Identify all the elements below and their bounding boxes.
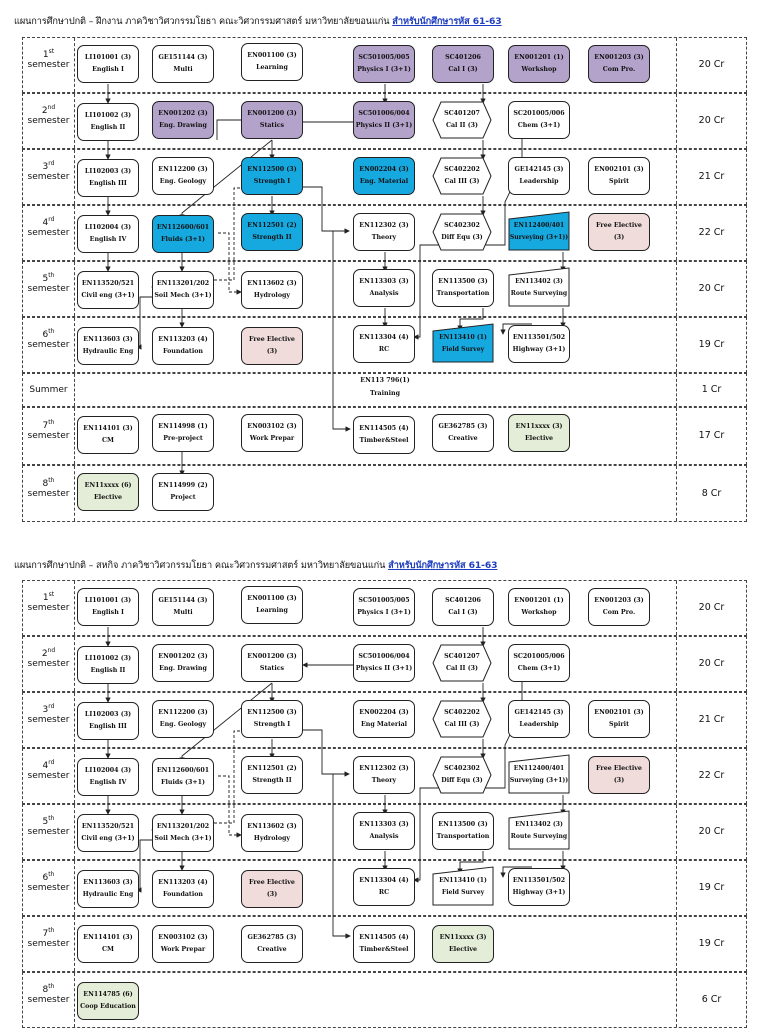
- course-box[interactable]: EN113201/202 Soil Mech (3+1): [152, 271, 214, 309]
- credits-label: 21 Cr: [676, 693, 746, 747]
- course-box[interactable]: EN112500 (3) Strength I: [241, 157, 303, 195]
- course-slanted-box[interactable]: EN113410 (1) Field Survey: [432, 866, 494, 906]
- credits-label: 19 Cr: [676, 318, 746, 372]
- credits-label: 22 Cr: [676, 749, 746, 803]
- course-box[interactable]: EN113500 (3) Transportation: [432, 812, 494, 850]
- credits-label: 20 Cr: [676, 581, 746, 635]
- course-box[interactable]: EN001201 (1) Workshop: [508, 588, 570, 626]
- course-box[interactable]: EN001202 (3) Eng. Drawing: [152, 101, 214, 139]
- course-box[interactable]: EN001100 (3) Learning: [241, 586, 303, 624]
- credits-label: 8 Cr: [676, 466, 746, 521]
- course-box[interactable]: EN114998 (1) Pre-project: [152, 414, 214, 452]
- course-box[interactable]: EN114101 (3) CM: [77, 416, 139, 454]
- course-box[interactable]: EN112302 (3) Theory: [353, 213, 415, 251]
- semester-label: 5th semester: [23, 262, 75, 316]
- summer-training-label[interactable]: EN113 796(1) Training: [360, 377, 410, 397]
- credits-label: 19 Cr: [676, 861, 746, 915]
- course-box[interactable]: SC201005/006 Chem (3+1): [508, 101, 570, 139]
- course-box[interactable]: EN114101 (3) CM: [77, 925, 139, 963]
- semester-label: 2nd semester: [23, 637, 75, 691]
- course-box[interactable]: SC501005/005 Physics I (3+1): [353, 45, 415, 83]
- course-box[interactable]: EN113520/521 Civil eng (3+1): [77, 271, 139, 309]
- course-slanted-box[interactable]: EN113402 (3) Route Surveying: [508, 267, 570, 307]
- course-slanted-box[interactable]: EN113410 (1) Field Survey: [432, 323, 494, 363]
- course-box[interactable]: SC501005/005 Physics I (3+1): [353, 588, 415, 626]
- course-box[interactable]: EN114505 (4) Timber&Steel: [353, 416, 415, 454]
- course-box[interactable]: LI101001 (3) English I: [77, 588, 139, 626]
- course-hexagon[interactable]: SC402202 Cal III (3): [432, 157, 492, 195]
- credits-label: 20 Cr: [676, 262, 746, 316]
- chart1-title: [14, 14, 502, 29]
- course-box[interactable]: SC501006/004 Physics II (3+1): [353, 101, 415, 139]
- course-slanted-box[interactable]: EN112400/401 Surveying (3+1)): [508, 754, 570, 794]
- course-box[interactable]: EN112600/601 Fluids (3+1): [152, 215, 214, 253]
- course-box[interactable]: EN113203 (4) Foundation: [152, 327, 214, 365]
- course-box[interactable]: EN112200 (3) Eng. Geology: [152, 157, 214, 195]
- course-box[interactable]: EN11xxxx (6) Elective: [77, 473, 139, 511]
- course-hexagon[interactable]: SC402302 Diff Equ (3): [432, 756, 492, 794]
- course-box[interactable]: EN113602 (3) Hydrology: [241, 271, 303, 309]
- course-box[interactable]: EN112501 (2) Strength II: [241, 756, 303, 794]
- course-box[interactable]: SC401206 Cal I (3): [432, 45, 494, 83]
- semester-label: 1st semester: [23, 38, 75, 92]
- credits-label: 21 Cr: [676, 150, 746, 204]
- chart1-title-text: แผนการศึกษาปกติ – ฝึกงาน ภาควิชาวิศวกรรมโยธา คณะวิศวกรรมศาสตร์ มหาวิทยาลัยขอนแก่น: [14, 16, 390, 27]
- semester-label: 6th semester: [23, 318, 75, 372]
- course-box[interactable]: EN113201/202 Soil Mech (3+1): [152, 814, 214, 852]
- credits-label: 6 Cr: [676, 973, 746, 1027]
- course-box[interactable]: Free Elective (3): [241, 870, 303, 908]
- credits-label: 20 Cr: [676, 38, 746, 92]
- semester-label: 7th semester: [23, 917, 75, 971]
- chart1-title-link[interactable]: สำหรับนักศึกษารหัส 61-63: [392, 16, 502, 27]
- chart2-title-text: แผนการศึกษาปกติ – สหกิจ ภาควิชาวิศวกรรมโยธา คณะวิศวกรรมศาสตร์ มหาวิทยาลัยขอนแก่น: [14, 560, 386, 571]
- course-box[interactable]: EN113304 (4) RC: [353, 868, 415, 906]
- course-box[interactable]: LI101002 (3) English II: [77, 103, 139, 141]
- course-box[interactable]: EN114999 (2) Project: [152, 473, 214, 511]
- course-box[interactable]: EN001203 (3) Com Pro.: [588, 45, 650, 83]
- course-box[interactable]: EN002101 (3) Spirit: [588, 157, 650, 195]
- course-box[interactable]: EN113603 (3) Hydraulic Eng: [77, 870, 139, 908]
- course-box[interactable]: LI102003 (3) English III: [77, 159, 139, 197]
- course-slanted-box[interactable]: EN113402 (3) Route Surveying: [508, 810, 570, 850]
- course-box[interactable]: EN001202 (3) Eng. Drawing: [152, 644, 214, 682]
- semester-label: 1st semester: [23, 581, 75, 635]
- course-box[interactable]: EN001100 (3) Learning: [241, 43, 303, 81]
- course-box[interactable]: Free Elective (3): [588, 213, 650, 251]
- credits-label: 17 Cr: [676, 408, 746, 464]
- course-box[interactable]: EN002204 (3) Eng Material: [353, 700, 415, 738]
- course-box[interactable]: GE151144 (3) Multi: [152, 45, 214, 83]
- course-box[interactable]: EN113500 (3) Transportation: [432, 269, 494, 307]
- course-slanted-box[interactable]: EN112400/401 Surveying (3+1)): [508, 211, 570, 251]
- credits-label: 20 Cr: [676, 637, 746, 691]
- semester-label: 3rd semester: [23, 150, 75, 204]
- course-box[interactable]: EN112500 (3) Strength I: [241, 700, 303, 738]
- course-box[interactable]: EN001203 (3) Com Pro.: [588, 588, 650, 626]
- course-hexagon[interactable]: SC402302 Diff Equ (3): [432, 213, 492, 251]
- credits-label: 19 Cr: [676, 917, 746, 971]
- semester-label: 8th semester: [23, 973, 75, 1027]
- course-box[interactable]: EN002101 (3) Spirit: [588, 700, 650, 738]
- chart1-flowchart: [22, 37, 747, 522]
- course-box[interactable]: EN113501/502 Highway (3+1): [508, 325, 570, 363]
- course-box[interactable]: GE362785 (3) Creative: [432, 414, 494, 452]
- credits-label: 1 Cr: [676, 374, 746, 406]
- course-box[interactable]: EN113501/502 Highway (3+1): [508, 868, 570, 906]
- credits-label: 20 Cr: [676, 94, 746, 148]
- semester-label: 2nd semester: [23, 94, 75, 148]
- semester-label: 5th semester: [23, 805, 75, 859]
- semester-label: 8th semester: [23, 466, 75, 521]
- course-box[interactable]: Free Elective (3): [241, 327, 303, 365]
- credits-label: 20 Cr: [676, 805, 746, 859]
- course-box[interactable]: GE362785 (3) Creative: [241, 925, 303, 963]
- semester-label: 3rd semester: [23, 693, 75, 747]
- course-box[interactable]: EN113304 (4) RC: [353, 325, 415, 363]
- course-box[interactable]: LI102004 (3) English IV: [77, 215, 139, 253]
- semester-label: 4rd semester: [23, 206, 75, 260]
- course-box[interactable]: EN001201 (1) Workshop: [508, 45, 570, 83]
- course-box[interactable]: EN001200 (3) Statics: [241, 101, 303, 139]
- course-box[interactable]: EN113303 (3) Analysis: [353, 269, 415, 307]
- course-box[interactable]: GE151144 (3) Multi: [152, 588, 214, 626]
- course-box[interactable]: EN112200 (3) Eng. Geology: [152, 700, 214, 738]
- course-box[interactable]: EN114785 (6) Coop Education: [77, 982, 139, 1020]
- course-box[interactable]: EN113603 (3) Hydraulic Eng: [77, 327, 139, 365]
- course-box[interactable]: EN113520/521 Civil eng (3+1): [77, 814, 139, 852]
- course-box[interactable]: SC401206 Cal I (3): [432, 588, 494, 626]
- credits-label: 22 Cr: [676, 206, 746, 260]
- course-box[interactable]: EN113303 (3) Analysis: [353, 812, 415, 850]
- course-box[interactable]: LI102003 (3) English III: [77, 702, 139, 740]
- course-box[interactable]: EN114505 (4) Timber&Steel: [353, 925, 415, 963]
- chart2-title: [14, 558, 497, 573]
- course-box[interactable]: SC201005/006 Chem (3+1): [508, 644, 570, 682]
- course-box[interactable]: LI101001 (3) English I: [77, 45, 139, 83]
- course-box[interactable]: EN112501 (2) Strength II: [241, 213, 303, 251]
- course-box[interactable]: Free Elective (3): [588, 756, 650, 794]
- course-box[interactable]: EN003102 (3) Work Prepar: [241, 414, 303, 452]
- course-hexagon[interactable]: SC402202 Cal III (3): [432, 700, 492, 738]
- course-box[interactable]: GE142145 (3) Leadership: [508, 157, 570, 195]
- course-box[interactable]: LI101002 (3) English II: [77, 646, 139, 684]
- course-box[interactable]: EN113602 (3) Hydrology: [241, 814, 303, 852]
- semester-label: Summer: [23, 374, 75, 406]
- course-box[interactable]: EN11xxxx (3) Elective: [432, 925, 494, 963]
- course-box[interactable]: LI102004 (3) English IV: [77, 758, 139, 796]
- course-box[interactable]: EN11xxxx (3) Elective: [508, 414, 570, 452]
- course-hexagon[interactable]: SC401207 Cal II (3): [432, 644, 492, 682]
- course-box[interactable]: EN003102 (3) Work Prepar: [152, 925, 214, 963]
- course-box[interactable]: GE142145 (3) Leadership: [508, 700, 570, 738]
- course-hexagon[interactable]: SC401207 Cal II (3): [432, 101, 492, 139]
- semester-label: 6th semester: [23, 861, 75, 915]
- chart2-title-link[interactable]: สำหรับนักศึกษารหัส 61-63: [388, 560, 498, 571]
- semester-label: 4rd semester: [23, 749, 75, 803]
- course-box[interactable]: EN112600/601 Fluids (3+1): [152, 758, 214, 796]
- course-box[interactable]: SC501006/004 Physics II (3+1): [353, 644, 415, 682]
- course-box[interactable]: EN001200 (3) Statics: [241, 644, 303, 682]
- course-box[interactable]: EN113203 (4) Foundation: [152, 870, 214, 908]
- chart2-flowchart: [22, 580, 747, 1024]
- semester-label: 7th semester: [23, 408, 75, 464]
- course-box[interactable]: EN002204 (3) Eng. Material: [353, 157, 415, 195]
- course-box[interactable]: EN112302 (3) Theory: [353, 756, 415, 794]
